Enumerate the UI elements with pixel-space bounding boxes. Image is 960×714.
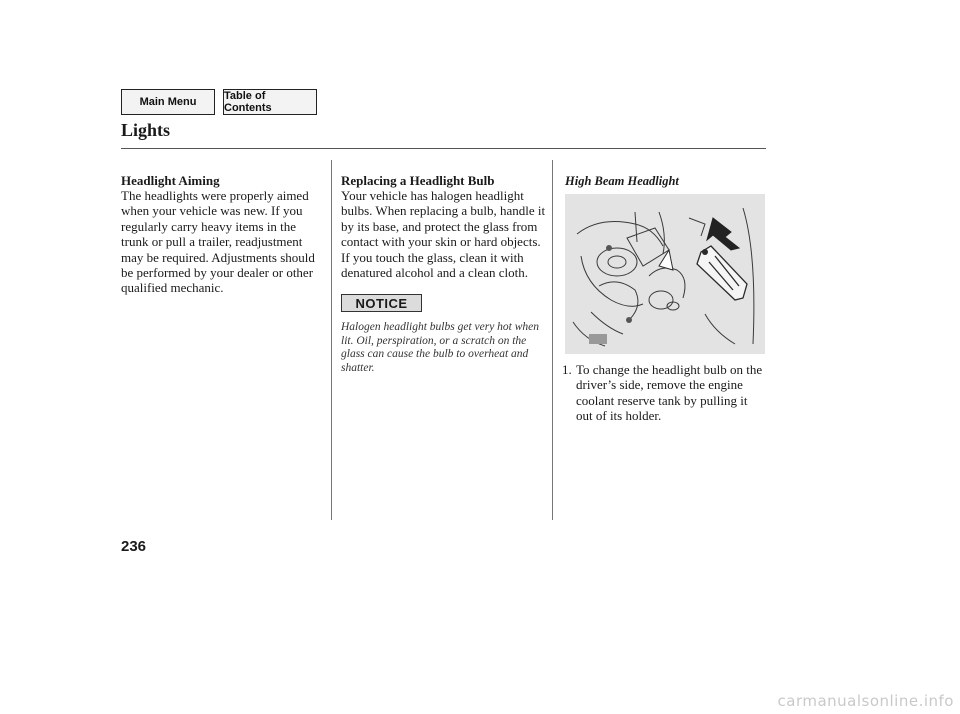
high-beam-heading: High Beam Headlight <box>565 174 679 188</box>
step-1 <box>562 362 767 424</box>
column-divider-1 <box>331 160 332 520</box>
step-text: To change the headlight bulb on the driver’s side, remove the engine coolant reserve tank by pulling it out of its holder. <box>576 362 763 424</box>
main-menu-button[interactable]: Main Menu <box>121 89 215 115</box>
watermark: carmanualsonline.info <box>777 692 954 710</box>
replacing-bulb-body: Your vehicle has halogen headlight bulbs. When replacing a bulb, handle it by its base, and protect the glass from contact with your skin or hard objects. If you touch the glass, clean it with denatured alcohol and a clean cloth. <box>341 188 546 281</box>
notice-text: Halogen headlight bulbs get very hot when lit. Oil, perspiration, or a scratch on the glass can cause the bulb to overheat and shatter. <box>341 321 540 374</box>
column-divider-2 <box>552 160 553 520</box>
headlight-aiming-heading: Headlight Aiming <box>121 173 220 188</box>
replacing-bulb-heading: Replacing a Headlight Bulb <box>341 173 495 188</box>
section-title: Lights <box>121 120 171 140</box>
table-of-contents-button[interactable]: Table of Contents <box>223 89 317 115</box>
engine-bay-illustration <box>565 194 765 354</box>
step-number: 1. <box>562 362 572 377</box>
notice-badge: NOTICE <box>341 294 422 312</box>
header-divider <box>121 148 766 149</box>
page-number: 236 <box>121 538 147 555</box>
headlight-aiming-body: The headlights were properly aimed when your vehicle was new. If you regularly carry heavy items in the trunk or pull a trailer, readjustment may be required. Adjustments should be performed by your dealer or other qualified mechanic. <box>121 188 315 296</box>
